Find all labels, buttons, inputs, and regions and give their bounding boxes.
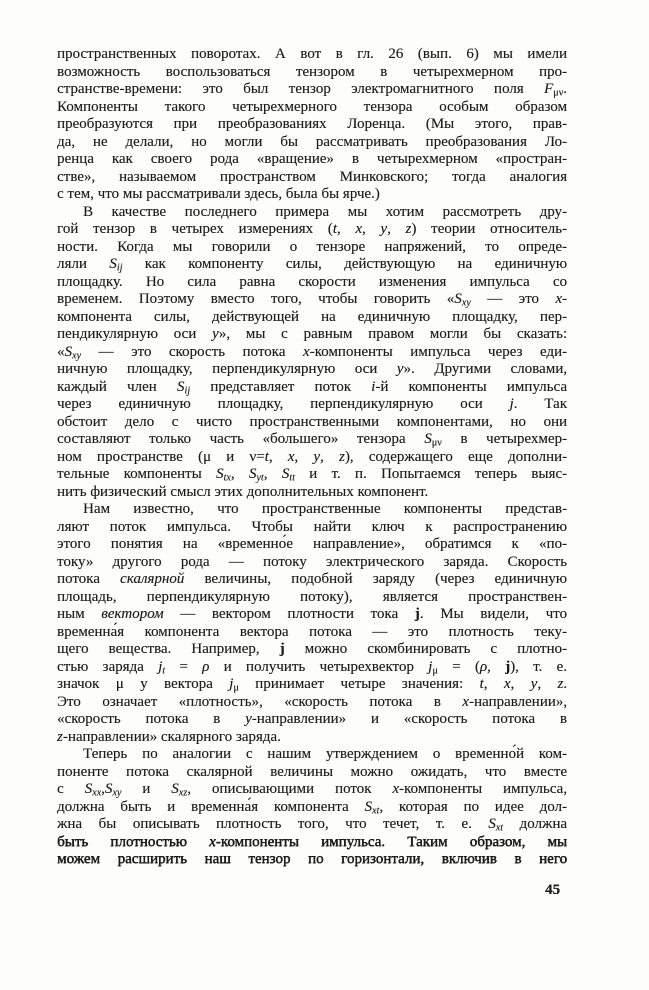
text-line: ренца как своего рода «вращение» в четырехмерном «простран- [57, 151, 567, 167]
text-line: ным вектором — вектором плотности тока j. Мы видели, что [57, 606, 567, 622]
text-line: току» другого рода — потоку электрического заряда. Скорость [57, 553, 567, 570]
paragraph [57, 501, 567, 746]
text-line: стве», называемом пространством Минковского; тогда аналогия [57, 168, 567, 185]
text-line: пендикулярную оси y», мы с равным правом могли бы сказать: [57, 326, 567, 342]
text-line: составляют только часть «большего» тензора $S_{\mu\nu}$ в четырехмер- [57, 431, 567, 449]
text-line: пространственных поворотах. А вот в гл. 26 (вып. 6) мы имели [57, 46, 567, 62]
paragraph [57, 46, 567, 204]
text-line: Теперь по аналогии с нашим утверждением о временно́й ком- [83, 746, 567, 762]
text-line: z-направлении» скалярного заряда. [57, 728, 281, 745]
text-line: площадь, перпендикулярную потоку), является пространствен- [57, 588, 567, 605]
text-line: преобразуются при преобразованиях Лоренца. (Мы этого, прав- [57, 116, 567, 132]
text-line: временем. Поэтому вместо того, чтобы говорить «$S_{xy}$ — это x- [57, 291, 567, 309]
text-line: каждый член $S_{ij}$ представляет поток i-й компоненты импульса [57, 378, 567, 397]
text-line: значок μ у вектора $j_\mu$ принимает четыре значения: t, x, y, z. [57, 676, 568, 694]
text-line: Нам известно, что пространственные компоненты представ- [83, 501, 567, 517]
page-number: 45 [545, 882, 560, 898]
text-line: да, не делали, но могли бы рассматривать преобразования Ло- [57, 133, 567, 150]
text-line: с тем, что мы рассматривали здесь, была бы ярче.) [57, 186, 380, 202]
text-line: странстве-времени: это был тензор электромагнитного поля $F_{\mu\nu}$. [57, 81, 567, 99]
text-line: «$S_{xy}$ — это скорость потока x-компоненты импульса через еди- [57, 343, 567, 362]
text-line: тельные компоненты $S_{tx}$, $S_{yt}$, $S_{tt}$ и т. п. Попытаемся теперь выяс- [57, 466, 568, 484]
text-block [57, 46, 567, 869]
text-line: Компоненты такого четырехмерного тензора особым образом [57, 98, 567, 115]
text-line: временна́я компонента вектора потока — это плотность теку- [57, 623, 567, 640]
text-line: стью заряда $j_t = \rho$ и получить четырехвектор $j_\mu = (\rho$, j), т. е. [57, 658, 567, 677]
text-line: можем расширить наш тензор по горизонтали, включив в него [57, 851, 567, 867]
text-line: гой тензор в четырех измерениях (t, x, y, z) теории относитель- [57, 221, 567, 237]
text-line: площадку. Но сила равна скорости изменения импульса со [57, 273, 567, 290]
paragraph [57, 204, 567, 502]
text-line: быть плотностью x-компоненты импульса. Таким образом, мы [57, 833, 567, 850]
text-line: ности. Когда мы говорили о тензоре напряжений, то опреде- [57, 238, 567, 255]
text-line: нить физический смысл этих дополнительных компонент. [57, 483, 429, 500]
text-line: ничную площадку, перпендикулярную оси y». Другими словами, [57, 361, 567, 377]
text-line: поненте потока скалярной величины можно ожидать, что вместе [57, 763, 567, 780]
text-line: «скорость потока в y-направлении» и «скорость потока в [57, 711, 567, 727]
text-line: жна бы описывать плотность того, что течет, т. е. $S_{xt}$ должна [57, 816, 568, 834]
text-line: должна быть и временна́я компонента $S_{xt}$, которая по идее дол- [57, 798, 567, 817]
text-line: через единичную площадку, перпендикулярную оси j. Так [57, 396, 568, 412]
text-line: возможность воспользоваться тензором в четырехмерном про- [57, 63, 567, 80]
text-line: ляют поток импульса. Чтобы найти ключ к распространению [57, 518, 567, 535]
text-line: щего вещества. Например, j можно скомбинировать с плотно- [57, 641, 567, 657]
text-line: ляли $S_{ij}$ как компоненту силы, действующую на единичную [57, 256, 567, 274]
text-line: с $S_{xx},S_{xy}$ и $S_{xz}$, описывающими поток x-компоненты импульса, [57, 781, 567, 799]
text-line: этого понятия на «временно́е направление», обратимся к «по- [57, 536, 567, 552]
text-line: ном пространстве (μ и ν=t, x, y, z), содержащего еще дополни- [57, 448, 568, 465]
text-line: потока скалярной величины, подобной заряду (через единичную [57, 571, 567, 587]
text-line: обстоит дело с чисто пространственными компонентами, но они [57, 413, 567, 430]
text-line: Это означает «плотность», «скорость потока в x-направлении», [57, 693, 567, 710]
text-line: В качестве последнего примера мы хотим рассмотреть дру- [83, 203, 567, 220]
paragraph [57, 746, 567, 869]
text-line: компонента силы, действующей на единичную площадку, пер- [57, 308, 567, 325]
